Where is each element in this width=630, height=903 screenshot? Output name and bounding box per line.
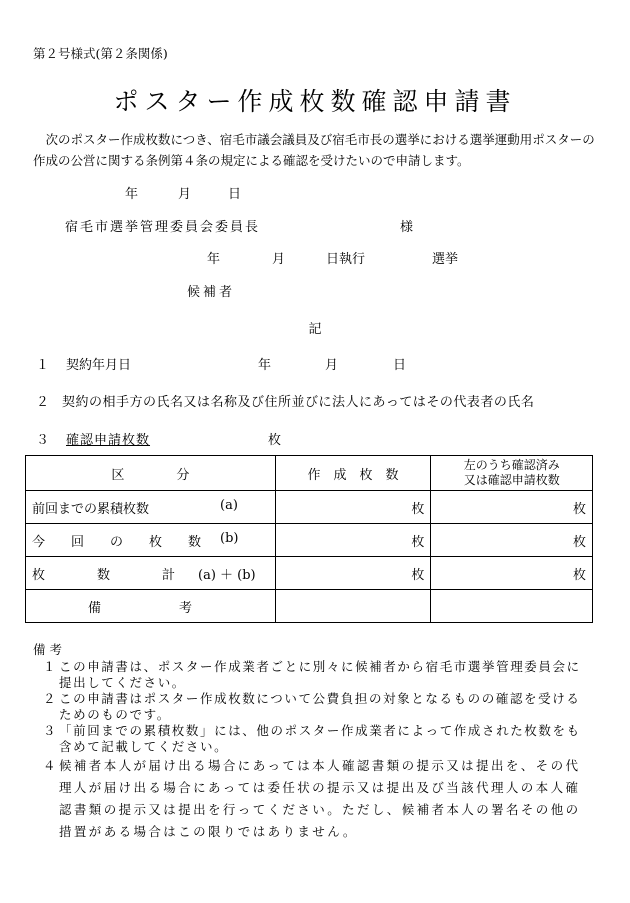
- addressee-honorific: 様: [400, 220, 416, 235]
- remarks-confirmed-cell[interactable]: [431, 590, 593, 623]
- note-text: 「前回までの累積枚数」には、他のポスター作成業者によって作成された枚数をも含めて記載してください。: [59, 723, 581, 754]
- row-label-cell: [26, 557, 276, 590]
- row-count-cell[interactable]: [275, 491, 431, 524]
- header-count: 作 成 枚 数: [275, 456, 431, 491]
- table-row: [26, 524, 593, 557]
- row-confirmed-cell[interactable]: [431, 524, 593, 557]
- notes-section: [33, 640, 593, 843]
- note-text: この申請書はポスター作成枚数について公費負担の対象となるものの確認を受けるためのものです。: [59, 691, 581, 722]
- row-label: 前回までの累積枚数: [32, 501, 150, 517]
- row-confirmed-unit: 枚: [572, 501, 586, 517]
- row-label-cell: [26, 524, 276, 557]
- item1-year: 年: [258, 358, 272, 373]
- item2-label: 契約の相手方の氏名又は名称及び住所並びに法人にあってはその代表者の氏名: [62, 395, 535, 410]
- item3-unit: 枚: [268, 433, 283, 448]
- header-confirmed: [431, 456, 593, 491]
- date-month-label: 月: [178, 187, 192, 202]
- item2-number: ２: [36, 395, 50, 410]
- note-text: 候補者本人が届け出る場合にあっては本人確認書類の提示又は提出を、その代理人が届け出る場合にあっては委任状の提示又は提出及び当該代理人の本人確認書類の提示又は提出を行ってください。ただし、候補者本人の署名その他の措置がある場合はこの限りではありません。: [59, 758, 581, 839]
- item1-number: １: [36, 358, 50, 373]
- note-number: ３: [43, 723, 58, 738]
- row-mark: (a) ＋ (b): [198, 567, 256, 583]
- row-count-unit: 枚: [411, 534, 425, 550]
- header-confirmed-line2: 又は確認申請枚数: [463, 473, 560, 487]
- table-row: [26, 491, 593, 524]
- row-count-unit: 枚: [411, 567, 425, 583]
- table-header-row: [26, 456, 593, 491]
- note-item: [33, 691, 593, 723]
- note-item: [33, 755, 593, 843]
- intro-paragraph: 次のポスター作成枚数につき、宿毛市議会議員及び宿毛市長の選挙における選挙運動用ポスターの作成の公営に関する条例第４条の規定による確認を受けたいので申請します。: [33, 132, 595, 168]
- addressee-name: 宿毛市選挙管理委員会委員長: [65, 220, 261, 235]
- candidate-label: 候補者: [187, 285, 236, 300]
- row-confirmed-cell[interactable]: [431, 557, 593, 590]
- date-day-label: 日: [228, 187, 242, 202]
- row-confirmed-unit: 枚: [572, 534, 586, 550]
- table-row-remarks: [26, 590, 593, 623]
- note-number: ４: [43, 758, 58, 773]
- item3-field: [66, 429, 284, 448]
- election-label: 選挙: [432, 252, 459, 267]
- row-confirmed-cell[interactable]: [431, 491, 593, 524]
- header-confirmed-line1: 左のうち確認済み: [463, 458, 560, 472]
- row-count-unit: 枚: [411, 501, 425, 517]
- page-title: ポスター作成枚数確認申請書: [113, 87, 517, 116]
- election-year-label: 年: [207, 252, 221, 267]
- notes-heading: 備考: [33, 642, 67, 657]
- row-mark: (a): [220, 497, 238, 513]
- remarks-count-cell[interactable]: [275, 590, 431, 623]
- header-category: 区 分: [26, 456, 276, 491]
- row-label-cell: [26, 491, 276, 524]
- table-row: [26, 557, 593, 590]
- election-month-label: 月: [272, 252, 286, 267]
- item1-label: 契約年月日: [66, 358, 132, 373]
- row-mark: (b): [220, 530, 239, 546]
- item3-number: ３: [36, 433, 50, 448]
- item1-day: 日: [393, 358, 407, 373]
- row-count-cell[interactable]: [275, 524, 431, 557]
- count-table: [25, 455, 593, 623]
- ki-heading: 記: [308, 322, 322, 337]
- item3-label: 確認申請枚数: [66, 433, 151, 448]
- note-item: [33, 723, 593, 755]
- remarks-label: 備 考: [26, 590, 276, 623]
- note-number: ２: [43, 691, 58, 706]
- row-label: 枚 数 計: [32, 567, 176, 583]
- row-label: 今 回 の 枚 数: [32, 534, 202, 550]
- row-confirmed-unit: 枚: [572, 567, 586, 583]
- note-number: １: [43, 659, 58, 674]
- note-item: [33, 659, 593, 691]
- note-text: この申請書は、ポスター作成業者ごとに別々に候補者から宿毛市選挙管理委員会に提出してください。: [59, 659, 581, 690]
- form-number: 第２号様式(第２条関係): [33, 46, 168, 61]
- date-year-label: 年: [125, 187, 139, 202]
- election-exec-label: 日執行: [326, 252, 366, 267]
- item1-month: 月: [325, 358, 339, 373]
- row-count-cell[interactable]: [275, 557, 431, 590]
